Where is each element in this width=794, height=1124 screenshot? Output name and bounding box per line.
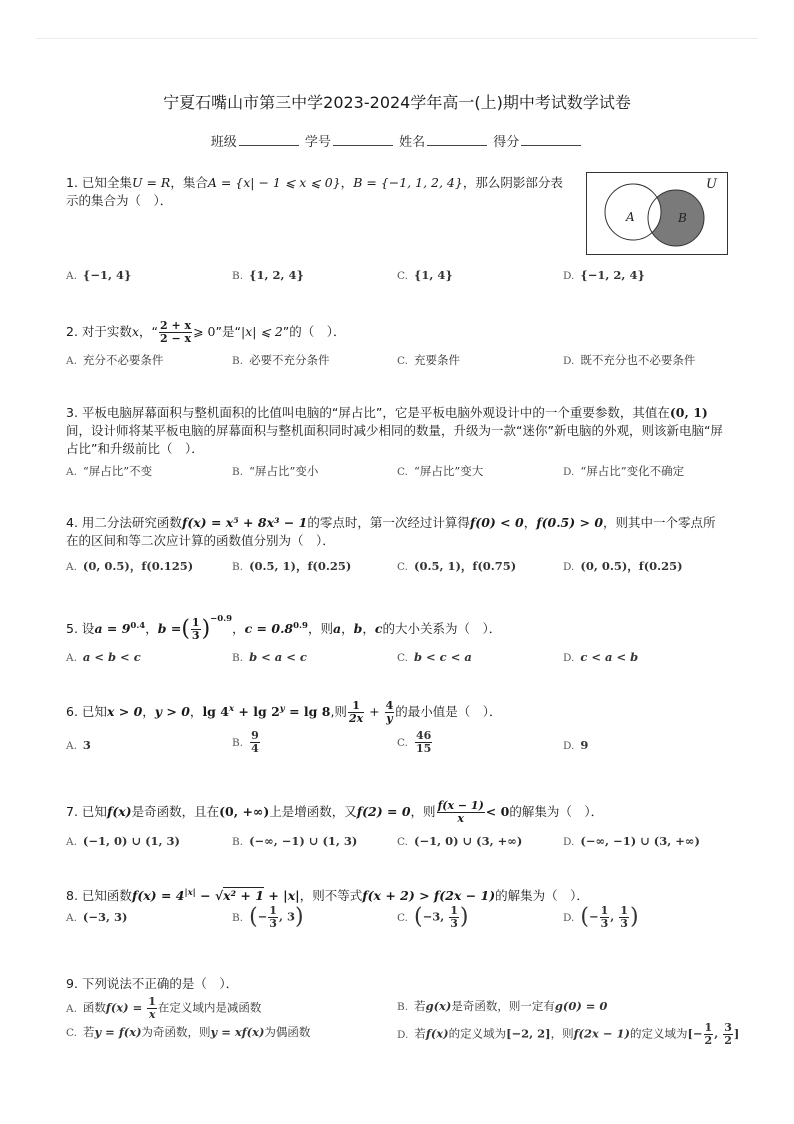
q2-option-d[interactable]: D. 既不充分也不必要条件 (563, 353, 696, 367)
q9-option-c[interactable]: C. 若y = f(x)为奇函数，则y = xf(x)为偶函数 (66, 1025, 311, 1039)
q1-option-c[interactable]: C. {1, 4} (397, 268, 453, 282)
q7-option-b[interactable]: B. (−∞, −1) ∪ (1, 3) (232, 834, 358, 848)
q2-option-b[interactable]: B. 必要不充分条件 (232, 353, 330, 367)
q3-option-b[interactable]: B. “屏占比”变小 (232, 464, 319, 478)
q6-option-b[interactable]: B. $\frac{9}{4}$ (232, 729, 259, 755)
question-5: 5. 设$a = 9^{0.4}$，b =( $\frac{1}{3}$ )$^{-0.9}$，$c = 0.8^{0.9}$，则a，b，c的大小关系为（ ）． (66, 614, 502, 642)
q8-option-a[interactable]: A. (−3, 3) (66, 910, 128, 924)
q6-option-c[interactable]: C. $\frac{46}{15}$ (397, 729, 432, 755)
q3-option-d[interactable]: D. “屏占比”变化不确定 (563, 464, 685, 478)
exam-title: 宁夏石嘴山市第三中学2023-2024学年高一(上)期中考试数学试卷 (163, 93, 631, 112)
q7-option-a[interactable]: A. (−1, 0) ∪ (1, 3) (66, 834, 180, 848)
q6-option-a[interactable]: A. 3 (66, 738, 91, 752)
venn-diagram (586, 172, 728, 255)
question-3: 3. 平板电脑屏幕面积与整机面积的比值叫电脑的“屏占比”，它是平板电脑外观设计中的一个重要参数，其值在(0, 1)间，设计师将某平板电脑的屏幕面积与整机面积同时减少相同的数量，升级为一款“迷你”新电脑的外观，则该新电脑“屏占比”和升级前比（ ）． (66, 405, 723, 456)
venn-label-u: U (706, 177, 717, 192)
q5-fraction: $\frac{1}{3}$ (191, 616, 200, 642)
q6-option-d[interactable]: D. 9 (563, 738, 589, 752)
q4-option-c[interactable]: C. (0.5, 1)，f(0.75) (397, 559, 517, 573)
question-7: 7. 已知f(x)是奇函数，且在(0, +∞)上是增函数，又f(2) = 0，则 $\frac{f(x - 1)}{x}$ < 0的解集为（ ）． (66, 799, 604, 825)
q5-option-a[interactable]: A. a < b < c (66, 650, 141, 664)
q8-option-b[interactable]: B. (− $\frac{1}{3}$ , 3) (232, 904, 304, 930)
info-score-blank[interactable] (521, 133, 581, 146)
q3-option-c[interactable]: C. “屏占比”变大 (397, 464, 484, 478)
q1-option-a[interactable]: A. {−1, 4} (66, 268, 132, 282)
q8-option-c[interactable]: C. (−3, $\frac{1}{3}$ ) (397, 904, 469, 930)
info-class-label: 班级 (210, 135, 237, 150)
page-top-rule (36, 38, 758, 39)
q9-option-d[interactable]: D. 若f(x)的定义域为[−2, 2]，则f(2x − 1)的定义域为[− $\frac{1}{2}$ , $\frac{3}{2}$ ] (397, 1021, 740, 1047)
info-score-label: 得分 (493, 135, 520, 150)
q4-option-b[interactable]: B. (0.5, 1)，f(0.25) (232, 559, 352, 573)
question-6: 6. 已知x > 0，y > 0，$\lg 4^x + \lg 2^y = \lg 8$,则 $\frac{1}{2x}$ + $\frac{4}{y}$ 的最小值是（ ）． (66, 699, 502, 726)
info-id-blank[interactable] (333, 133, 393, 146)
info-class-blank[interactable] (239, 133, 299, 146)
q7-option-d[interactable]: D. (−∞, −1) ∪ (3, +∞) (563, 834, 700, 848)
question-8: 8. 已知函数$f(x) = 4^{|x|} - √x^2 + 1 + |x|$，则不等式f(x + 2) > f(2x − 1)的解集为（ ）． (66, 888, 589, 904)
q2-option-a[interactable]: A. 充分不必要条件 (66, 353, 164, 367)
info-id-label: 学号 (304, 135, 331, 150)
q2-fraction: $\frac{2 + x}{2 - x}$ (159, 319, 192, 345)
q5-option-b[interactable]: B. b < a < c (232, 650, 307, 664)
q4-option-a[interactable]: A. (0, 0.5)，f(0.125) (66, 559, 194, 573)
q2-option-c[interactable]: C. 充要条件 (397, 353, 460, 367)
q5-option-d[interactable]: D. c < a < b (563, 650, 639, 664)
q4-option-d[interactable]: D. (0, 0.5)，f(0.25) (563, 559, 683, 573)
q5-option-c[interactable]: C. b < c < a (397, 650, 472, 664)
venn-label-b: B (678, 211, 687, 225)
q8-option-d[interactable]: D. (− $\frac{1}{3}$ , $\frac{1}{3}$ ) (563, 904, 639, 930)
q7-option-c[interactable]: C. (−1, 0) ∪ (3, +∞) (397, 834, 523, 848)
q6-fraction-2: $\frac{4}{y}$ (385, 699, 394, 726)
question-2: 2. 对于实数x，“ $\frac{2 + x}{2 - x}$ ⩾ 0”是“|x| ⩽ 2”的（ ）． (66, 319, 346, 345)
question-1: 1. 已知全集U = R，集合A = {x| − 1 ⩽ x ⩽ 0}，B = {−1, 1, 2, 4}，那么阴影部分表示的集合为（ ）． (66, 175, 563, 208)
q7-fraction: $\frac{f(x - 1)}{x}$ (437, 799, 484, 825)
question-4: 4. 用二分法研究函数f(x) = x⁵ + 8x³ − 1的零点时，第一次经过计算得f(0) < 0，f(0.5) > 0，则其中一个零点所在的区间和等二次应计算的函数值分别为（ ）． (66, 515, 716, 548)
q1-option-b[interactable]: B. {1, 2, 4} (232, 268, 304, 282)
q9-option-b[interactable]: B. 若g(x)是奇函数，则一定有g(0) = 0 (397, 999, 608, 1013)
q6-fraction-1: $\frac{1}{2x}$ (348, 699, 364, 726)
question-9: 9. 下列说法不正确的是（ ）． (66, 976, 239, 991)
q1-option-d[interactable]: D. {−1, 2, 4} (563, 268, 645, 282)
student-info-line (0, 131, 794, 150)
q9-option-a[interactable]: A. 函数f(x) = $\frac{1}{x}$ 在定义域内是减函数 (66, 995, 262, 1021)
info-name-blank[interactable] (427, 133, 487, 146)
q3-option-a[interactable]: A. “屏占比”不变 (66, 464, 153, 478)
info-name-label: 姓名 (399, 135, 426, 150)
venn-label-a: A (626, 210, 635, 224)
